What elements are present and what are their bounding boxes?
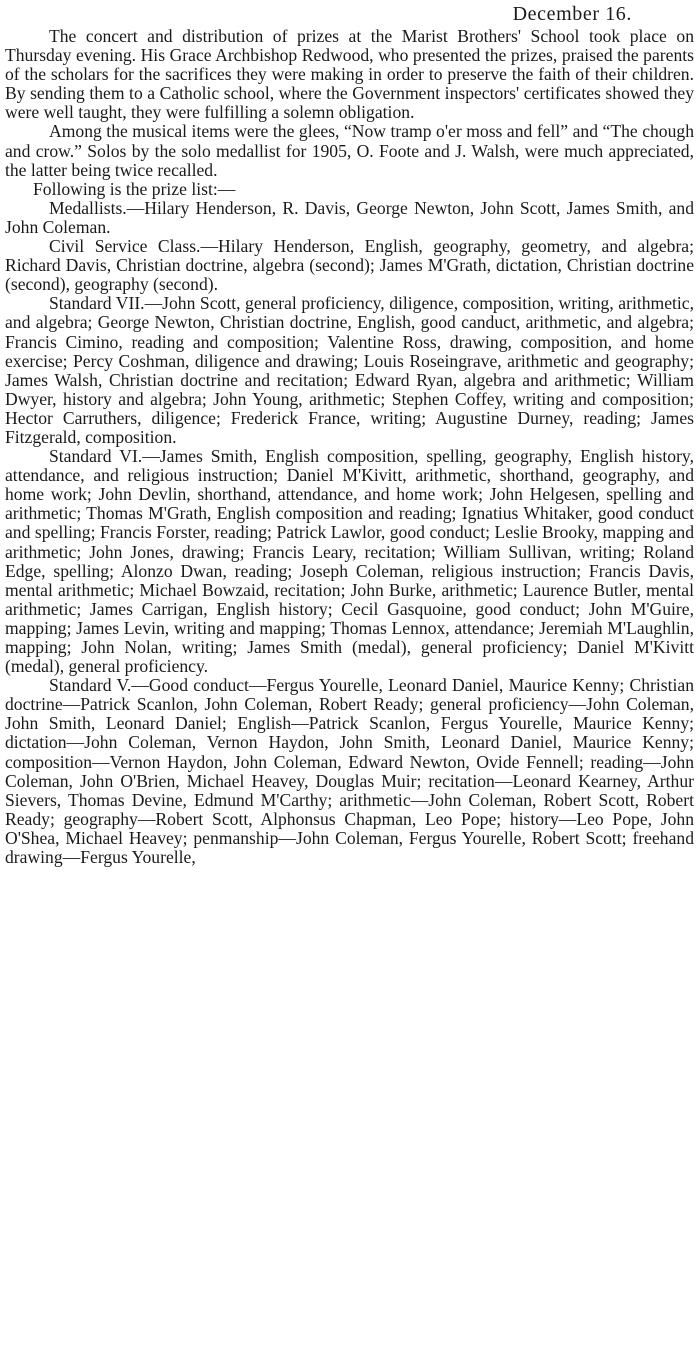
paragraph-standard-vi: Standard VI.—James Smith, English composition, spelling, geography, English history, attendance, and religious instruction; Daniel M'Kivitt, arithmetic, shorthand, geography, and home work; John Devlin, shorthand, attendance, and home work; John Helgesen, spelling and arithmetic; Thomas M'Grath, English composition and reading; Ignatius Whitaker, good conduct and spelling; Francis Forster, reading; Patrick Lawlor, good conduct; Leslie Brooky, mapping and arithmetic; John Jones, drawing; Francis Leary, recitation; William Sullivan, writing; Roland Edge, spelling; Alonzo Dwan, reading; Joseph Coleman, religious instruction; Francis Davis, mental arithmetic; Michael Bowzaid, recitation; John Burke, arithmetic; Laurence Butler, mental arithmetic; James Carrigan, English history; Cecil Gasquoine, good conduct; John M'Guire, mapping; James Levin, writing and mapping; Thomas Lennox, attendance; Jeremiah M'Laughlin, mapping; John Nolan, writing; James Smith (medal), general proficiency; Daniel M'Kivitt (medal), general proficiency. — [5, 446, 694, 677]
article-column — [5, 27, 694, 867]
paragraph-standard-v: Standard V.—Good conduct—Fergus Yourelle, Leonard Daniel, Maurice Kenny; Christian doctrine—Patrick Scanlon, John Coleman, Robert Ready; general proficiency—John Coleman, John Smith, Leonard Daniel; English—Patrick Scanlon, Fergus Yourelle, Maurice Kenny; dictation—John Coleman, Vernon Haydon, John Smith, Leonard Daniel, Maurice Kenny; composition—Vernon Haydon, John Coleman, Edward Newton, Ovide Fennell; reading—John Coleman, John O'Brien, Michael Heavey, Douglas Muir; recitation—Leonard Kearney, Arthur Sievers, Thomas Devine, Edmund M'Carthy; arithmetic—John Coleman, Robert Scott, Robert Ready; geography—Robert Scott, Alphonsus Chapman, Leo Pope; history—Leo Pope, John O'Shea, Michael Heavey; penmanship—John Coleman, Fergus Yourelle, Robert Scott; freehand drawing—Fergus Yourelle, — [5, 675, 694, 868]
paragraph-standard-vii: Standard VII.—John Scott, general proficiency, diligence, composition, writing, arithmetic, and algebra; George Newton, Christian doctrine, English, good canduct, arithmetic, and algebra; Francis Cimino, reading and composition; Valentine Ross, drawing, composition, and home exercise; Percy Coshman, diligence and drawing; Louis Roseingrave, arithmetic and geography; James Walsh, Christian doctrine and recitation; Edward Ryan, algebra and arithmetic; William Dwyer, history and algebra; John Young, arithmetic; Stephen Coffey, writing and composition; Hector Carruthers, diligence; Frederick France, writing; Augustine Durney, reading; James Fitzgerald, composition. — [5, 293, 694, 447]
paragraph-intro: The concert and distribution of prizes at the Marist Brothers' School took place on Thursday evening. His Grace Archbishop Redwood, who presented the prizes, praised the parents of the scholars for the sacrifices they were making in order to preserve the faith of their children. By sending them to a Catholic school, where the Government inspectors' certificates showed they were well taught, they were fulfilling a solemn obligation. — [5, 26, 694, 123]
article-date: December 16. — [512, 3, 632, 25]
paragraph-medallists: Medallists.—Hilary Henderson, R. Davis, George Newton, John Scott, James Smith, and John Coleman. — [5, 197, 694, 237]
paragraph-musical-items: Among the musical items were the glees, “Now tramp o'er moss and fell” and “The chough and crow.” Solos by the solo medallist for 1905, O. Foote and J. Walsh, were much appreciated, the latter being twice recalled. — [5, 121, 694, 180]
paragraph-prize-list-intro: Following is the prize list:— — [33, 178, 236, 199]
paragraph-civil-service-class: Civil Service Class.—Hilary Henderson, English, geography, geometry, and algebra; Richard Davis, Christian doctrine, algebra (second); James M'Grath, dictation, Christian doctrine (second), geography (second). — [5, 236, 694, 295]
